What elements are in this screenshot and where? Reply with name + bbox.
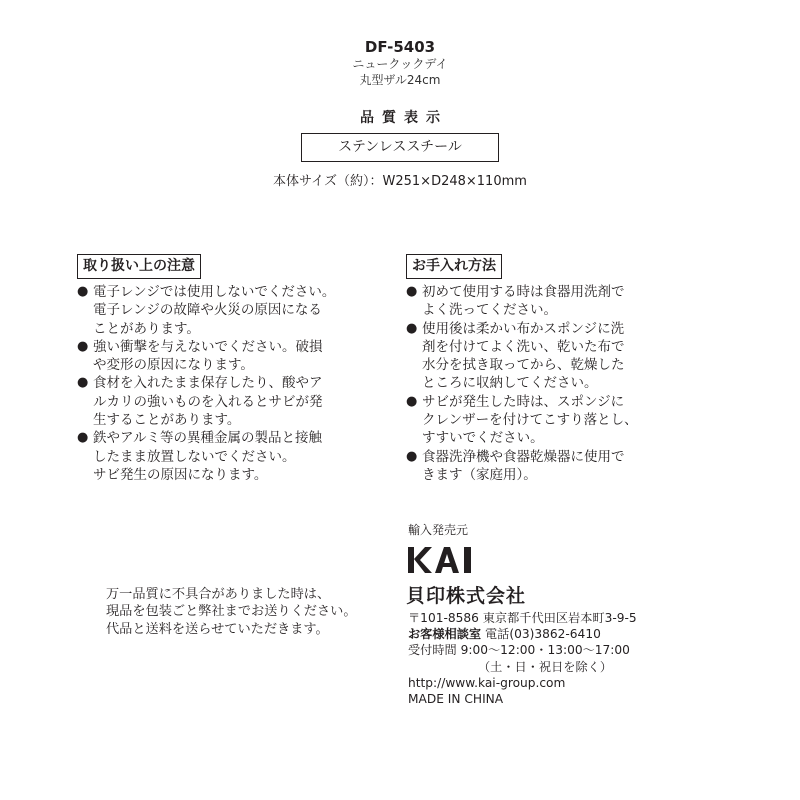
care-list bbox=[406, 283, 706, 484]
model-number: DF-5403 bbox=[364, 38, 436, 56]
handling-item-text bbox=[93, 338, 397, 375]
care-item-line: 剤を付けてよく洗い、乾いた布で bbox=[422, 338, 625, 355]
website-url: http://www.kai-group.com bbox=[408, 675, 566, 690]
care-item-text bbox=[422, 393, 706, 448]
handling-list bbox=[77, 283, 397, 484]
handling-item-line: したまま放置しないでください。 bbox=[93, 448, 296, 465]
handling-item-line: 食材を入れたまま保存したり、酸やア bbox=[93, 375, 323, 392]
phone-number: 電話(03)3862-6410 bbox=[485, 627, 601, 642]
material-box: ステンレススチール bbox=[301, 133, 499, 162]
handling-item-line: ことがあります。 bbox=[93, 320, 200, 337]
quality-heading: 品質表示 bbox=[360, 110, 448, 126]
handling-item bbox=[77, 338, 397, 375]
notice-line: 現品を包装ごと弊社までお送りください。 bbox=[106, 604, 357, 620]
handling-item-line: 鉄やアルミ等の異種金属の製品と接触 bbox=[93, 430, 322, 447]
series-name: ニュークックデイ bbox=[352, 57, 448, 71]
care-item bbox=[406, 393, 706, 448]
bullet-icon: ● bbox=[406, 284, 418, 299]
handling-item-line: や変形の原因になります。 bbox=[93, 357, 254, 374]
handling-item-text bbox=[93, 283, 397, 338]
bullet-icon: ● bbox=[77, 375, 89, 391]
quality-label bbox=[0, 109, 800, 162]
care-item-line: 使用後は柔かい布かスポンジに洗 bbox=[422, 320, 625, 337]
handling-item-line: 生することがあります。 bbox=[93, 412, 241, 429]
care-item-line: サビが発生した時は、スポンジに bbox=[422, 393, 625, 410]
contact-info bbox=[408, 610, 637, 707]
care-item-line: クレンザーを付けてこすり落とし、 bbox=[422, 412, 638, 429]
bullet-icon: ● bbox=[77, 338, 89, 354]
product-info bbox=[0, 38, 800, 88]
care-item-line: 初めて使用する時は食器用洗剤で bbox=[422, 284, 625, 300]
consult-label: お客様相談室 bbox=[408, 627, 482, 642]
kai-logo-mark bbox=[408, 545, 480, 575]
notice-line: 万一品質に不具合がありました時は、 bbox=[106, 587, 331, 602]
handling-heading: 取り扱い上の注意 bbox=[77, 254, 201, 279]
care-item bbox=[406, 283, 706, 320]
handling-item-line: 強い衝撃を与えないでください。破損 bbox=[93, 338, 323, 355]
size-info: 本体サイズ（約）：W251×D248×110mm bbox=[273, 174, 527, 189]
handling-item-line: ルカリの強いものを入れるとサビが発 bbox=[93, 393, 323, 410]
care-item-text bbox=[422, 448, 706, 485]
closed-days: （土・日・祝日を除く） bbox=[478, 659, 613, 674]
bullet-icon: ● bbox=[77, 430, 89, 446]
business-hours: 受付時間 9:00〜12:00・13:00〜17:00 bbox=[408, 643, 630, 658]
address: 〒101-8586 東京都千代田区岩本町3-9-5 bbox=[408, 611, 637, 625]
product-name: 丸型ザル24cm bbox=[359, 73, 441, 87]
care-item bbox=[406, 448, 706, 485]
care-item-line: 食器洗浄機や食器乾燥器に使用で bbox=[422, 448, 625, 465]
handling-item-line: 電子レンジの故障や火災の原因になる bbox=[93, 302, 322, 319]
country-of-origin: MADE IN CHINA bbox=[408, 692, 504, 707]
care-heading: お手入れ方法 bbox=[406, 254, 502, 279]
handling-item bbox=[77, 374, 397, 429]
care-item-line: すすいでください。 bbox=[422, 430, 544, 447]
notice-line: 代品と送料を送らせていただきます。 bbox=[106, 621, 329, 637]
care-item-line: きます（家庭用）。 bbox=[422, 466, 537, 483]
handling-item-text bbox=[93, 429, 397, 484]
handling-item-text bbox=[93, 374, 397, 429]
care-item-text bbox=[422, 320, 706, 393]
care-item bbox=[406, 320, 706, 393]
importer-label: 輸入発売元 bbox=[408, 523, 469, 537]
kai-logo bbox=[408, 545, 480, 579]
handling-item-line: サビ発生の原因になります。 bbox=[93, 466, 268, 483]
company-name: 貝印株式会社 bbox=[406, 585, 527, 607]
bullet-icon: ● bbox=[406, 448, 418, 464]
care-item-line: 水分を拭き取ってから、乾燥した bbox=[422, 357, 625, 374]
handling-item bbox=[77, 283, 397, 338]
care-item-text bbox=[422, 283, 706, 320]
handling-item-line: 電子レンジでは使用しないでください。 bbox=[93, 284, 336, 300]
bullet-icon: ● bbox=[77, 284, 89, 299]
consult-line bbox=[408, 626, 637, 642]
care-section bbox=[406, 254, 706, 484]
handling-item bbox=[77, 429, 397, 484]
care-item-line: ところに収納してください。 bbox=[422, 375, 598, 392]
care-item-line: よく洗ってください。 bbox=[422, 302, 557, 319]
bullet-icon: ● bbox=[406, 393, 418, 409]
bullet-icon: ● bbox=[406, 320, 418, 336]
warranty-notice bbox=[106, 586, 357, 638]
handling-section bbox=[77, 254, 397, 484]
